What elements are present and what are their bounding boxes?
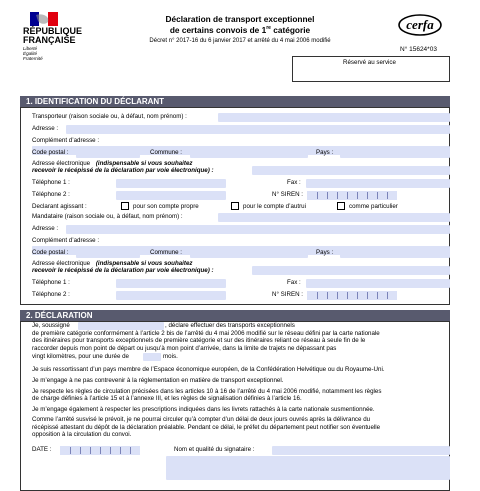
title-line2-sup: re — [266, 25, 271, 31]
commune-label: Commune : — [150, 149, 182, 156]
adresse2-field[interactable] — [66, 225, 450, 234]
email2-field[interactable] — [252, 266, 450, 275]
date-label: DATE : — [32, 446, 52, 453]
p1-line5-a: vingt kilomètres, pour une durée de — [32, 353, 129, 360]
fax-field[interactable] — [306, 179, 450, 188]
p1-declare: , déclare effectuer des transports exceptionnels — [165, 322, 295, 329]
complement2-label: Complément d’adresse : — [32, 237, 100, 244]
tel2-label: Téléphone 2 : — [32, 191, 70, 198]
code-postal-field[interactable] — [76, 149, 140, 158]
tel2-field[interactable] — [116, 191, 226, 200]
commune2-label: Commune : — [150, 249, 182, 256]
email-field[interactable] — [252, 166, 450, 175]
signataire-field[interactable] — [272, 446, 450, 455]
cerfa-wordmark: cerfa — [406, 17, 434, 32]
section1-header: 1. IDENTIFICATION DU DÉCLARANT — [20, 96, 450, 107]
soussigne-name-field[interactable] — [78, 322, 164, 330]
email-note1: (indispensable si vous souhaitez — [95, 160, 193, 167]
p1-line5-b: mois. — [163, 353, 178, 360]
pays2-label: Pays : — [316, 249, 334, 256]
complement-label: Complément d’adresse : — [32, 137, 100, 144]
service-reserved-box — [292, 56, 450, 82]
p1-line4: raccorder depuis mon point de départ ou jusqu’à mon point d’arrivée, dans la limite de trajets ne dépassant pas — [32, 345, 337, 352]
siren2-label: N° SIREN : — [272, 291, 304, 298]
p4-line1: Je respecte les règles de circulation précisées dans les articles 10 à 16 de l’arrêté du 4 mai 2006 modifié, notamment les règles — [32, 388, 382, 395]
email2-note1: (indispensable si vous souhaitez — [95, 260, 193, 267]
siren-field[interactable] — [307, 191, 397, 200]
code-postal2-field[interactable] — [76, 249, 140, 258]
checkbox-particulier[interactable] — [337, 202, 345, 210]
code-postal-label: Code postal : — [32, 149, 69, 156]
title-line2-post: catégorie — [270, 24, 311, 35]
commune-field[interactable] — [190, 149, 308, 158]
opt-compte-propre-label: pour son compte propre — [133, 203, 199, 210]
pays2-field[interactable] — [340, 249, 450, 258]
tel1-label: Téléphone 1 : — [32, 179, 70, 186]
signature-area[interactable] — [166, 456, 450, 480]
declarant-agissant-label: Declarant agissant : — [32, 203, 87, 210]
title-line2-pre: de certains convois de 1 — [169, 24, 267, 35]
marianne-icon — [30, 12, 58, 26]
code-postal2-label: Code postal : — [32, 249, 69, 256]
p6-line3: opposition à la circulation du convoi. — [32, 431, 132, 438]
service-reserved-label: Réservé au service — [343, 59, 396, 66]
cerfa-logo — [398, 14, 442, 36]
signataire-label: Nom et qualité du signataire : — [174, 446, 255, 453]
fax2-label: Fax : — [287, 279, 301, 286]
p2-ressortissant: Je suis ressortissant d’un pays membre de l’Espace économique européen, de la Confédération Helvétique ou du Royaume-Uni. — [32, 366, 385, 373]
fax-label: Fax : — [287, 179, 301, 186]
p3-reglementation: Je m’engage à ne pas contrevenir à la réglementation en matière de transport exceptionnel. — [32, 377, 284, 384]
motto-egalite: Égalité — [23, 51, 38, 56]
form-title-line1: Déclaration de transport exceptionnel — [165, 14, 315, 24]
fax2-field[interactable] — [306, 279, 450, 288]
email2-label-text: Adresse électronique — [32, 260, 91, 267]
republique-line1: RÉPUBLIQUE — [23, 26, 83, 36]
p6-line1: Comme l’arrêté susvisé le prévoit, je ne pourrai circuler qu’à compter d’un délai de deux jours ouvrés après la délivrance du — [32, 416, 371, 423]
pays-field[interactable] — [340, 149, 450, 158]
p4-line2: de charge définies à l’article 15 et à l’annexe III, et les règles de signalisation définies à l’article 16. — [32, 395, 302, 402]
p6-line2: récépissé attestant du dépôt de la déclaration préalable. Pendant ce délai, le préfet du département peut notifier son éventuelle — [32, 424, 381, 431]
email-note2: recevoir le récépissé de la déclaration par voie électronique) : — [32, 167, 214, 174]
siren-label: N° SIREN : — [272, 191, 304, 198]
motto-liberte: Liberté — [23, 46, 38, 51]
siren2-field[interactable] — [307, 291, 397, 300]
opt-compte-autrui-label: pour le compte d’autrui — [243, 203, 306, 210]
motto-fraternite: Fraternité — [23, 56, 43, 61]
opt-particulier-label: comme particulier — [349, 203, 398, 210]
pays-label: Pays : — [316, 149, 334, 156]
adresse-label: Adresse : — [32, 125, 59, 132]
checkbox-compte-autrui[interactable] — [231, 202, 239, 210]
duree-mois-field[interactable] — [143, 353, 161, 361]
form-number: N° 15624*03 — [400, 46, 437, 53]
commune2-field[interactable] — [190, 249, 308, 258]
marianne-logo — [30, 12, 58, 26]
p1-line3: des itinéraires pour transports exceptionnels de première catégorie et sur des itinéraires reliant ce réseau à seule fin de le — [32, 337, 366, 344]
email2-note2: recevoir le récépissé de la déclaration par voie électronique) : — [32, 267, 214, 274]
tel1-field[interactable] — [116, 179, 226, 188]
email-label-text: Adresse électronique — [32, 160, 91, 167]
mandataire-field[interactable] — [218, 213, 450, 222]
transporteur-label: Transporteur (raison sociale ou, à défaut, nom prénom) : — [32, 113, 187, 120]
tel2-2-label: Téléphone 2 : — [32, 291, 70, 298]
p5-prescriptions: Je m’engage également à respecter les prescriptions indiquées dans les livrets rattachés à la carte nationale susmentionnée. — [32, 406, 375, 413]
tel1-2-field[interactable] — [116, 279, 226, 288]
checkbox-compte-propre[interactable] — [121, 202, 129, 210]
decree-reference: Décret n° 2017-16 du 6 janvier 2017 et arrêté du 4 mai 2006 modifié — [149, 38, 331, 44]
mandataire-label: Mandataire (raison sociale ou, à défaut, nom prénom) : — [32, 213, 183, 220]
form-title-line2 — [120, 23, 360, 35]
section2-header: 2. DÉCLARATION — [20, 310, 450, 321]
p1-soussigne: Je, soussigné — [32, 322, 70, 329]
republique-line2: FRANÇAISE — [23, 35, 76, 45]
adresse2-label: Adresse : — [32, 225, 59, 232]
adresse-field[interactable] — [66, 125, 450, 134]
tel2-2-field[interactable] — [116, 291, 226, 300]
tel1-2-label: Téléphone 1 : — [32, 279, 70, 286]
transporteur-field[interactable] — [218, 113, 450, 122]
p1-line2: de première catégorie conformément à l’article 2 bis de l’arrêté du 4 mai 2006 modifié sur le réseau défini par la carte nationale — [32, 330, 380, 337]
date-field[interactable] — [60, 446, 140, 455]
